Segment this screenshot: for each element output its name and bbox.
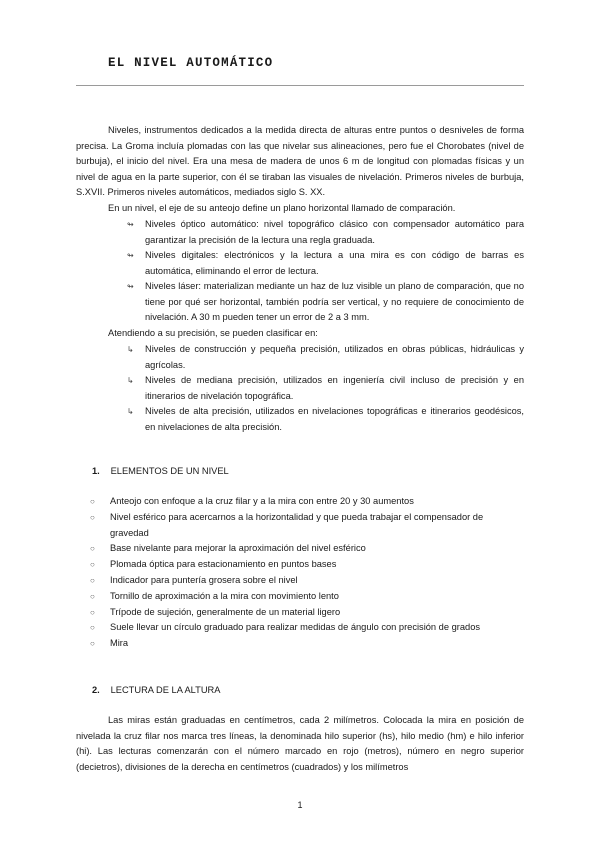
list-item [124, 404, 524, 435]
section-1-heading [92, 466, 229, 476]
list-item: ○ Trípode de sujeción, generalmente de un material ligero [90, 605, 524, 621]
arrow-bullet-icon: ↬ [127, 282, 134, 291]
intro-paragraph: Niveles, instrumentos dedicados a la medida directa de alturas entre puntos o desniveles de forma precisa. La Groma incluía plomadas con las que nivelar sus alineaciones, pero fue el Chorobates (nivel de burbuja), el inicio del nivel. Era una mesa de madera de unos 6 m de longitud con plomadas físicas y un nivel de agua en la parte superior, con él se tiraban las visuales de nivelación. Primeros niveles de burbuja, S.XVII. Primeros niveles automáticos, mediados siglo S. XX. [76, 125, 524, 198]
list-item: ○ Indicador para puntería grosera sobre el nivel [90, 573, 524, 589]
corner-arrow-bullet-icon: ↳ [127, 376, 134, 385]
list-item: ○ Plomada óptica para estacionamiento en puntos bases [90, 557, 524, 573]
list-item-text: Niveles digitales: electrónicos y la lectura a una mira es con código de barras es automática, eliminando el error de lectura. [145, 250, 524, 276]
list-item [124, 217, 524, 248]
list-item-text: Niveles óptico automático: nivel topográfico clásico con compensador automático para garantizar la precisión de la lectura una regla graduada. [145, 219, 524, 245]
list-item: ○ Nivel esférico para acercarnos a la horizontalidad y que pueda trabajar el compensador de gravedad [90, 512, 484, 538]
circle-bullet-icon: ○ [90, 623, 95, 632]
list-item-text: Niveles de alta precisión, utilizados en nivelaciones topográficas e itinerarios geodésicos, en nivelaciones de alta precisión. [145, 406, 524, 432]
title-divider [76, 85, 524, 86]
list-item [124, 279, 524, 326]
circle-bullet-icon: ○ [90, 497, 95, 506]
section-number: 1. [92, 466, 100, 476]
circle-bullet-icon: ○ [90, 576, 95, 585]
page-title: EL NIVEL AUTOMÁTICO [108, 56, 274, 70]
list-item: ○ Mira [90, 636, 524, 652]
list-item-text: Niveles de construcción y pequeña precisión, utilizados en obras públicas, hidráulicas y agrícolas. [145, 344, 524, 370]
circle-bullet-icon: ○ [90, 544, 95, 553]
list-item [124, 248, 524, 279]
arrow-bullet-icon: ↬ [127, 220, 134, 229]
circle-bullet-icon: ○ [90, 608, 95, 617]
circle-bullet-icon: ○ [90, 513, 95, 522]
arrow-bullet-icon: ↬ [127, 251, 134, 260]
section-title: ELEMENTOS DE UN NIVEL [110, 466, 229, 476]
page-number: 1 [297, 800, 303, 810]
reading-paragraph: Las miras están graduadas en centímetros, cada 2 milímetros. Colocada la mira en posición de nivelada la cruz filar nos marca tres líneas, la denominada hilo superior (hs), hilo medio (hm) e hilo inferior (hi). Las lecturas comenzarán con el número marcado en rojo (metros), número en negro superior (decietros), divisiones de la derecha en centímetros (cuadrados) y los milímetros [76, 715, 524, 772]
comparison-plane-paragraph: En un nivel, el eje de su anteojo define un plano horizontal llamado de comparación. [108, 203, 456, 213]
list-item-text: Niveles de mediana precisión, utilizados en ingeniería civil incluso de precisión y en itinerarios de nivelación topográfica. [145, 375, 524, 401]
corner-arrow-bullet-icon: ↳ [127, 345, 134, 354]
list-item: ○ Base nivelante para mejorar la aproximación del nivel esférico [90, 541, 524, 557]
list-item [124, 373, 524, 404]
list-item [124, 342, 524, 373]
list-item: ○ Anteojo con enfoque a la cruz filar y a la mira con entre 20 y 30 aumentos [90, 494, 524, 510]
precision-intro: Atendiendo a su precisión, se pueden clasificar en: [108, 328, 318, 338]
section-2-heading [92, 685, 220, 695]
section-number: 2. [92, 685, 100, 695]
list-item: ○ Tornillo de aproximación a la mira con movimiento lento [90, 589, 524, 605]
circle-bullet-icon: ○ [90, 592, 95, 601]
circle-bullet-icon: ○ [90, 560, 95, 569]
circle-bullet-icon: ○ [90, 639, 95, 648]
corner-arrow-bullet-icon: ↳ [127, 407, 134, 416]
section-title: LECTURA DE LA ALTURA [110, 685, 221, 695]
list-item: ○ Suele llevar un círculo graduado para realizar medidas de ángulo con precisión de grados [90, 620, 524, 636]
list-item-text: Niveles láser: materializan mediante un haz de luz visible un plano de comparación, que no tiene por qué ser horizontal, también podría ser vertical, y no requiere de conocimiento de nivelación. A 30 m pueden tener un error de 2 a 3 mm. [145, 281, 524, 323]
